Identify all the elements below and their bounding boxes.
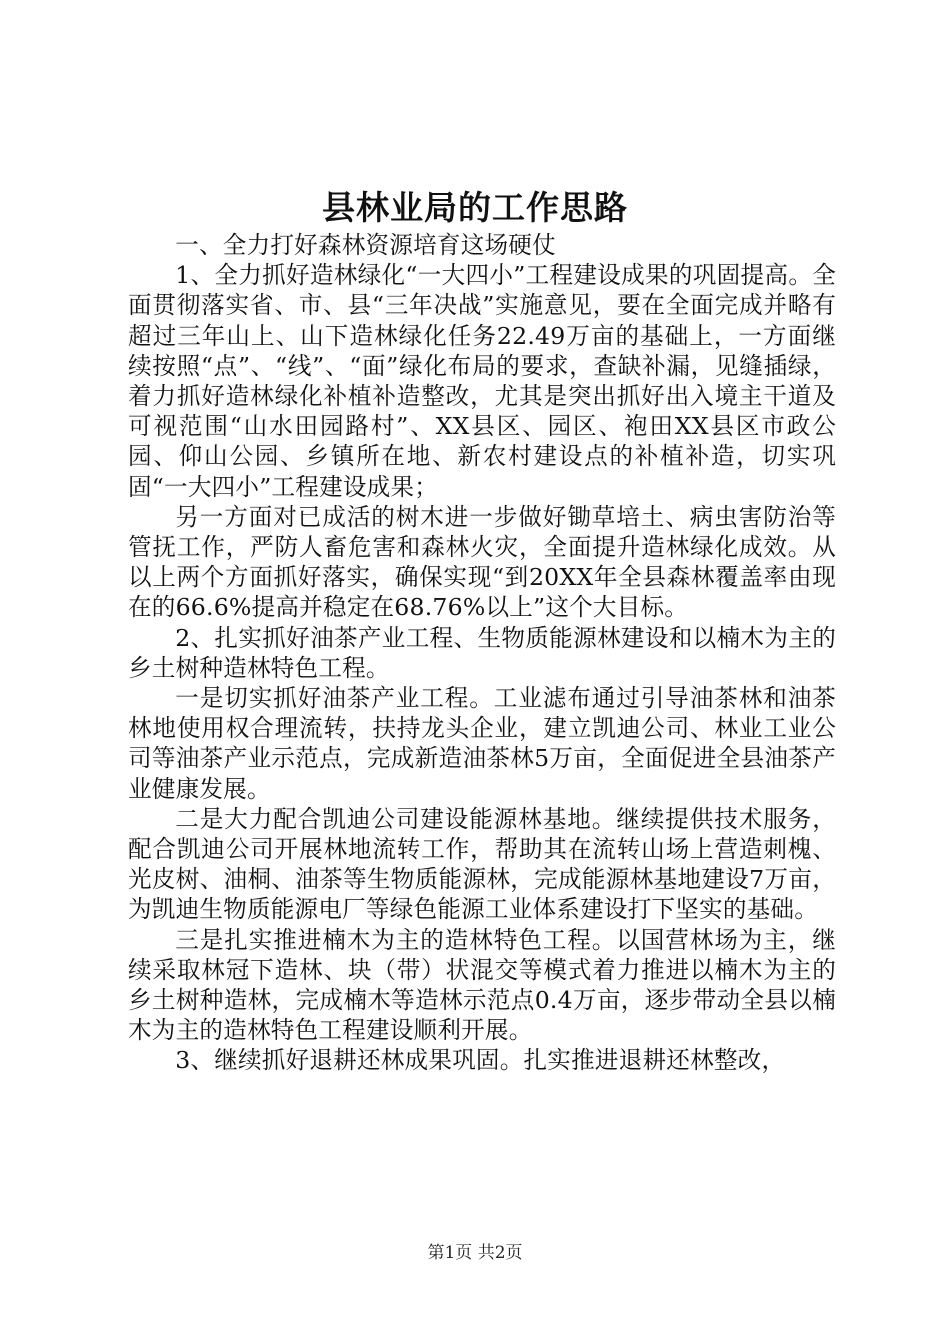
paragraph: 另一方面对已成活的树木进一步做好锄草培土、病虫害防治等管抚工作，严防人畜危害和森林火灾，全面提升造林绿化成效。从以上两个方面抓好落实，确保实现“到20XX年全县森林覆盖率由现在的66.6%提高并稳定在68.76%以上”这个大目标。 <box>128 502 836 622</box>
document-title: 县林业局的工作思路 <box>322 188 628 227</box>
paragraph: 3、继续抓好退耕还林成果巩固。扎实推进退耕还林整改， <box>175 1046 786 1075</box>
document-body <box>128 230 836 1076</box>
paragraph: 三是扎实推进楠木为主的造林特色工程。以国营林场为主，继续采取林冠下造林、块（带）状混交等模式着力推进以楠木为主的乡土树种造林，完成楠木等造林示范点0.4万亩，逐步带动全县以楠木为主的造林特色工程建设顺利开展。 <box>128 925 836 1045</box>
page-footer: 第1页 共2页 <box>427 1243 523 1263</box>
section-heading: 一、全力打好森林资源培育这场硬仗 <box>175 231 556 259</box>
paragraph: 1、全力抓好造林绿化“一大四小”工程建设成果的巩固提高。全面贯彻落实省、市、县“三年决战”实施意见，要在全面完成并略有超过三年山上、山下造林绿化任务22.49万亩的基础上，一方面继续按照“点”、“线”、“面”绿化布局的要求，查缺补漏，见缝插绿，着力抓好造林绿化补植补造整改，尤其是突出抓好出入境主干道及可视范围“山水田园路村”、XX县区、园区、袍田XX县区市政公园、仰山公园、乡镇所在地、新农村建设点的补植补造，切实巩固“一大四小”工程建设成果； <box>128 261 836 501</box>
paragraph: 二是大力配合凯迪公司建设能源林基地。继续提供技术服务，配合凯迪公司开展林地流转工作，帮助其在流转山场上营造刺槐、光皮树、油桐、油茶等生物质能源林，完成能源林基地建设7万亩，为凯迪生物质能源电厂等绿色能源工业体系建设打下坚实的基础。 <box>128 804 836 924</box>
paragraph: 一是切实抓好油茶产业工程。工业滤布通过引导油茶林和油茶林地使用权合理流转，扶持龙头企业，建立凯迪公司、林业工业公司等油茶产业示范点，完成新造油茶林5万亩，全面促进全县油茶产业健康发展。 <box>128 684 836 803</box>
paragraph: 2、扎实抓好油茶产业工程、生物质能源林建设和以楠木为主的乡土树种造林特色工程。 <box>128 623 836 682</box>
